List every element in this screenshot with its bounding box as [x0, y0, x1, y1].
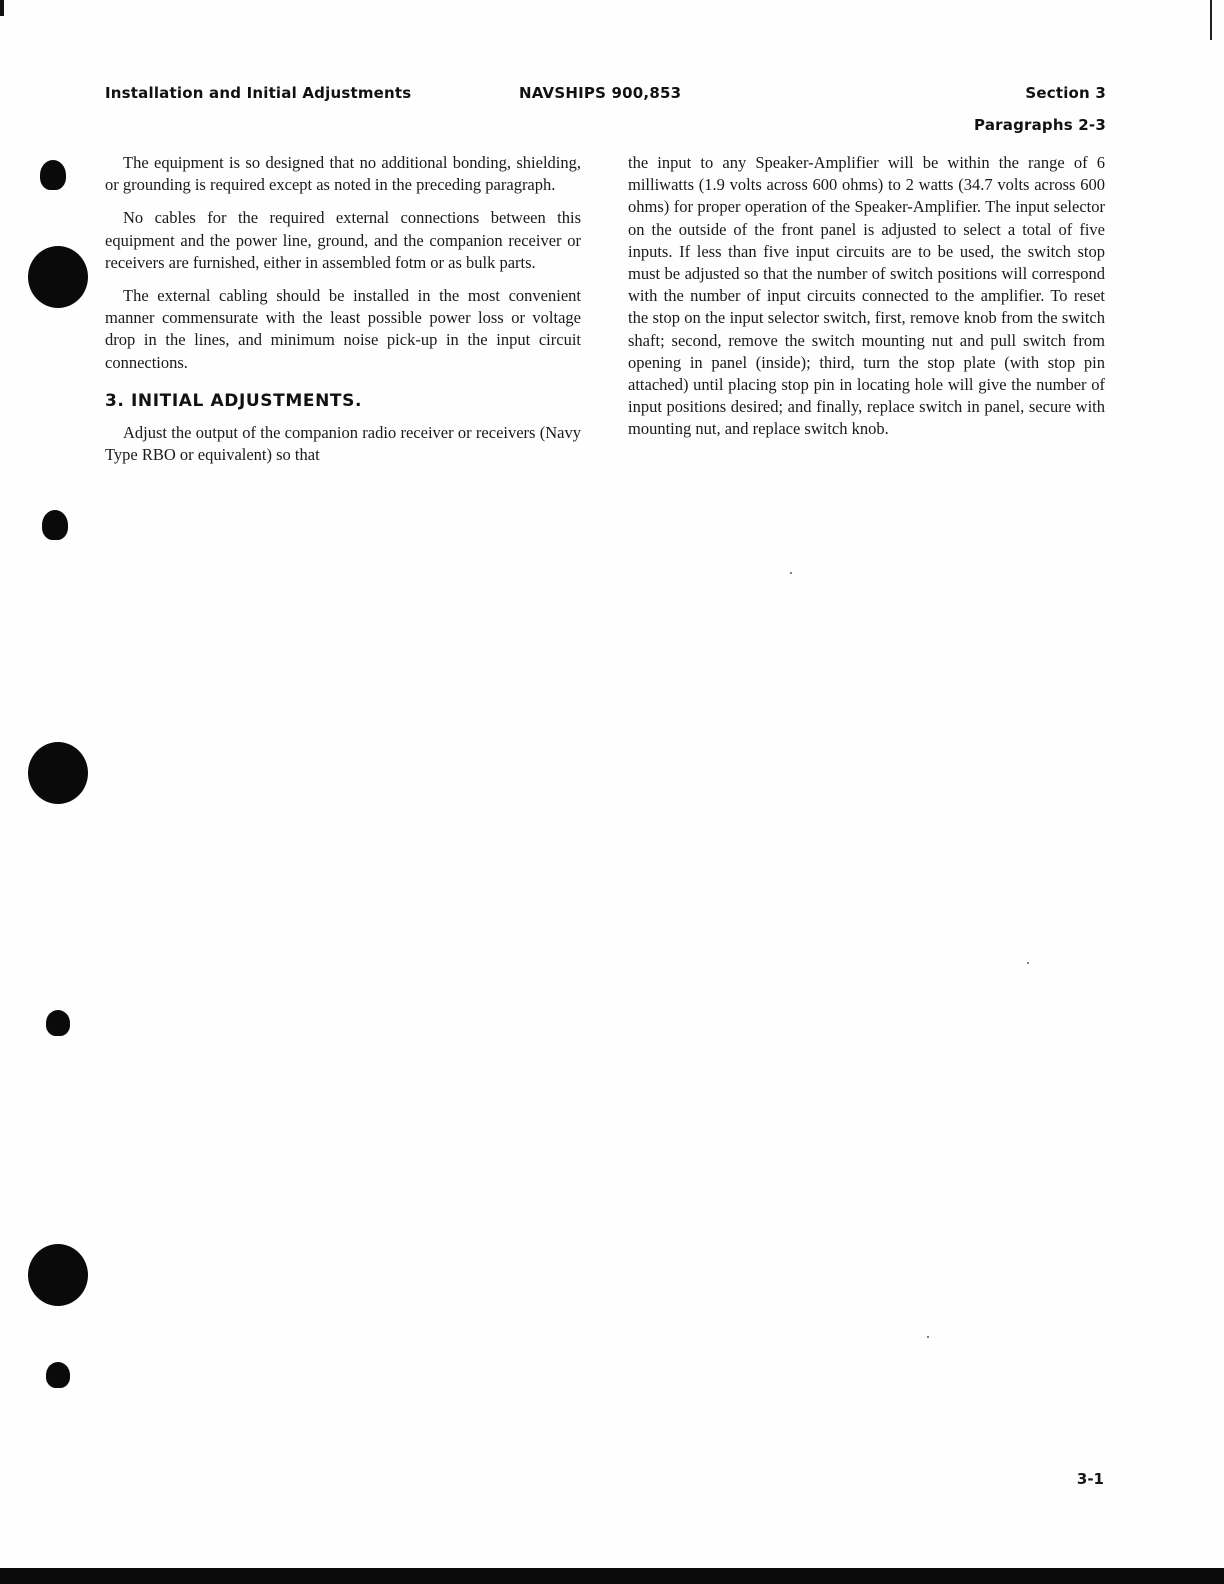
scan-speck — [1027, 962, 1029, 964]
scan-edge-mark — [0, 0, 4, 16]
paragraph: The equipment is so designed that no additional bonding, shielding, or grounding is required except as noted in the preceding paragraph. — [105, 153, 581, 195]
right-text-column — [628, 152, 1105, 452]
header-paragraphs: Paragraphs 2-3 — [974, 116, 1106, 134]
binder-hole-icon — [46, 1010, 70, 1036]
scan-speck — [790, 572, 792, 574]
paragraph: the input to any Speaker-Amplifier will be within the range of 6 milliwatts (1.9 volts across 600 ohms) to 2 watts (34.7 volts across 600 ohms) for proper operation of the Speaker-Amplifier. The input selector on the outside of the front panel is adjusted to select a total of five inputs. If less than five input circuits are to be used, the switch stop must be adjusted so that the number of switch positions will correspond with the number of input circuits connected to the amplifier. To reset the stop on the input selector switch, first, remove knob from the switch shaft; second, remove the switch mounting nut and pull switch from opening in panel (inside); third, turn the stop plate (with stop pin attached) until placing stop pin in locating hole will give the number of input positions desired; and finally, replace switch in panel, secure with mounting nut, and replace switch knob. — [628, 153, 1105, 439]
scan-bottom-edge — [0, 1568, 1224, 1584]
scan-edge-mark — [1210, 0, 1212, 40]
binder-hole-icon — [40, 160, 66, 190]
paragraph: The external cabling should be installed in the most convenient manner commensurate with the least possible power loss or voltage drop in the lines, and minimum noise pick-up in the input circuit connections. — [105, 286, 581, 372]
header-section-title: Installation and Initial Adjustments — [105, 84, 412, 102]
paragraph: Adjust the output of the companion radio receiver or receivers (Navy Type RBO or equivalent) so that — [105, 423, 581, 465]
binder-hole-icon — [46, 1362, 70, 1388]
binder-hole-icon — [28, 1244, 88, 1306]
binder-hole-icon — [42, 510, 68, 540]
section-heading: 3. INITIAL ADJUSTMENTS. — [105, 390, 363, 411]
header-section-number: Section 3 — [1025, 84, 1106, 102]
page-number: 3-1 — [1076, 1470, 1104, 1488]
scan-speck — [927, 1336, 929, 1338]
header-document-number: NAVSHIPS 900,853 — [519, 84, 682, 102]
binder-hole-icon — [28, 246, 88, 308]
paragraph: No cables for the required external connections between this equipment and the power line, ground, and the companion receiver or receivers are furnished, either in assembled fotm or as bulk parts. — [105, 208, 581, 272]
binder-hole-icon — [28, 742, 88, 804]
left-text-column — [105, 152, 581, 477]
